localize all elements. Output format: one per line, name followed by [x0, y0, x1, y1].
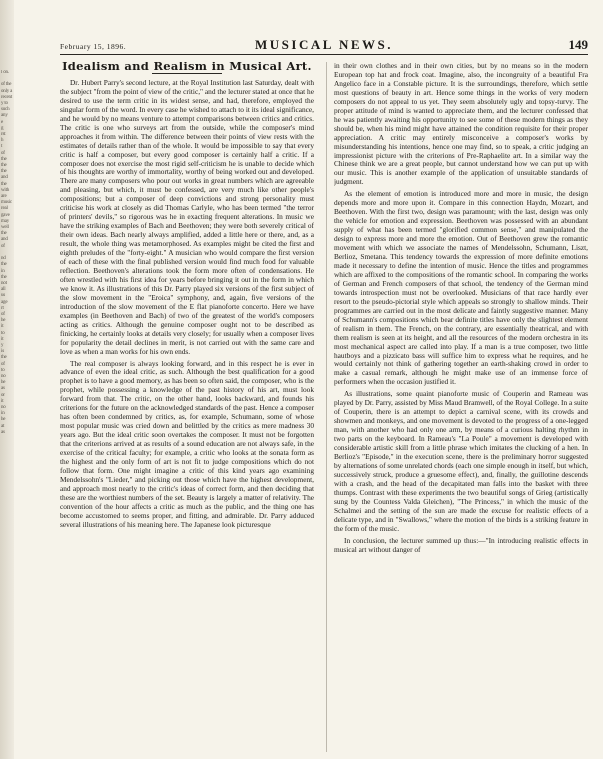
binding-gutter — [0, 0, 14, 759]
left-paragraph-2: The real composer is always looking forward, and in this respect he is ever in advance of even the ideal critic, as such. Although the best qualification for a good prophet is to have a good memory, as has been so often said, the composer, who is the prophet, while possessing a knowledge of the past history of his art, must look forward from that. The critic, on the other hand, looks backward, and founds his criterions for the future on the acknowledged standards of the past. Hence a composer has often been condemned by critics, as, for example, Schumann, some of whose most popular music was cried down and belittled by the critics as mere madness 30 years ago. But the ideal critic soon overtakes the composer. It must not be forgotten that the criterions arrived at as results of a sound education are not always safe, in the exercise of the critical faculty; for example, a critic who looks at the sonata form as the highest and the only form of art is not fit to judge compositions which do not follow that form. One might imagine a critic of this kind years ago examining Mendelssohn's "Lieder," and picking out those which have the highest development, and approach most nearly to the critic's ideas of correct form, and then deciding that these are the worthiest numbers of the set. Beauty is largely a matter of relativity. The convention of the hour affects a critic as much as the public, and the thing one has become accustomed to seems proper, and fitting, and admirable. Dr. Parry adduced several illustrations of his meaning here. The Japanese look picturesque — [60, 358, 314, 529]
article-title: Idealism and Realism in Musical Art. — [62, 62, 312, 73]
issue-date: February 15, 1896. — [60, 42, 127, 51]
page-header — [60, 36, 588, 55]
page-number: 149 — [568, 37, 588, 52]
right-paragraph-2: As the element of emotion is introduced more and more in music, the design depends more and more upon it. Compare in this connection Haydn, Mozart, and Beethoven. With the first two, design was paramount; with the last, design was only the vehicle for emotion and expression. Beethoven was possessed with an abundant supply of what has been termed "glorified common sense," and manipulated the design to express more and more the emotion. Out of Beethoven grew the romantic movement with which we associate the names of Mendelssohn, Schumann, Liszt, Berlioz, Smetana. This tendency towards the expression of more definite emotions made it necessary to define the intention of music. Hence the titles and programmes which are affixed to the compositions of the romantic school. In comparing the works of German and French composers of that school, the tendency of the German mind towards introspection must not be overlooked. Musicians of that race hardly ever resort to the pseudo-pictorial style which appeals so strongly to shallow minds. Their programmes are carried out in the most delicate and faintly suggestive manner. Many of Schumann's compositions which bear definite titles have only the slightest element of realism in them. The French, on the contrary, are essentially theatrical, and with them realism is seen at its height, and all the resources of the modern orchestra in its most mechanical aspect are called into play. If a man is a true composer, two little hautboys and a pizzicato bass will suffice him to express what he requires, and he would certainly not think of gathering together an earth-shaking crowd in order to make a casual remark, although he might make use of an immense force of performers when the occasion justified it. — [334, 189, 588, 387]
masthead-title: MUSICAL NEWS. — [255, 37, 393, 52]
right-column — [334, 62, 588, 752]
right-paragraph-4: In conclusion, the lecturer summed up thus:—"In introducing realistic effects in musical art without danger of — [334, 535, 588, 554]
left-column — [60, 62, 314, 752]
column-divider — [326, 62, 327, 752]
left-paragraph-1: Dr. Hubert Parry's second lecture, at the Royal Institution last Saturday, dealt with the subject "from the point of view of the critic," and the lecturer stated at once that he desired to use the term critic in its widest sense, and had, therefore, employed the singular form of the word. In every case he wished to attach to it its ideal significance, and he would by no means venture to attempt comparisons between critics and critics. The critic is one who surveys art from the outside, while the composer's mind approaches it from within. The difference between their points of view rests with the estimates of details rather than of the whole. It would be impossible to say that every critic is half a composer, but every good composer is certainly half a critic. If a composer does not exercise the most rigid self-criticism he is unable to decide which of his thoughts are worthy of immortality, worthy of being worked out and developed. There are many composers who pour out works in great numbers which are agreeable and pleasing, but which, it must be confessed, are very much like other people's compositions; but a composer of deep convictions and strong personality must criticise his work at closely as did Thomas Carlyle, who has been termed "the terror of printers' devils," so rigorous was he in exacting frequent alterations. In music we have the striking examples of Bach and Beethoven; they were both severely critical of their own ideas. Bach nearly always amplified, added a little here or there, and, as a result, the whole thing was metamorphosed. As examples might be cited the first and eighth preludes of the "forty-eight." A musician who would compare the first version of each of these with the final published version would find much food for valuable reflection. Beethoven's alterations took the form more often of condensations. He often wrestled with his first idea for years before bringing it out in the form in which we know it. As illustrations of this Dr. Parry played six versions of the first subject of the slow movement in the "Eroica" symphony, and, again, five versions of the introduction of the slow movement of the E flat pianoforte concerto. Here we have examples (in Beethoven and Bach) of two of the greatest of the world's composers acting as critics. Although the genuine composer ought not to be described as finicking, he certainly looks at details very closely; for usually when a composer lives for popularity the detail declines in merit, is not carried out with the same care and love as when a man works for his own ends. — [60, 77, 314, 356]
title-divider — [152, 73, 222, 74]
gutter-text-fragments: l on. of the only a recent y to such any e g rst h t of the the the and the with are music real gave may well the and of nd the in the not all us age rt of he it to it y is the of to no he as or it no in he at as — [1, 70, 13, 435]
right-paragraph-1: in their own clothes and in their own cities, but by no means so in the modern European top hat and frock coat. Imagine, also, the incongruity of a beautiful Fra Angelico face in a Constable picture. It is the surroundings, therefore, which settle most questions of beauty in art. Hence some things in the works of very modern composers do not appeal to us yet. They seem absolutely ugly and topsy-turvy. The proper attitude of mind is wanted to appreciate them, and the lecturer confessed that he was patiently awaiting his opportunity to see some of these modern things as they should be, when his mind might have attained the condition requisite for their proper appreciation. A critic may entirely misconceive a composer's works by misunderstanding his intentions, hence one may find, so to speak, a critic judging an impressionist picture with the criterions of Pre-Raphaelite art. In a similar way the Chinese think we are a great people, but cannot understand how we can put up with our music. This is another example of the application of unsuitable standards of judgment. — [334, 62, 588, 187]
right-paragraph-3: As illustrations, some quaint pianoforte music of Couperin and Rameau was played by Dr. Parry, assisted by Miss Maud Bramwell, of the Royal College. In a suite of Couperin, there is an attempt to depict a carnival scene, with its crowds and showmen and monkeys, and one movement is devoted to the progress of a one-legged man, with another who had only one arm, by means of a curious halting rhythm in two parts on the keyboard. In Rameau's "La Poule" a movement is developed with considerable artistic skill from a little phrase which imitates the clucking of a hen. In Berlioz's "Episode," in the execution scene, there is the preliminary horror suggested by alternations of some unrelated chords (each one simple enough in itself, but which, successively struck, produce a gruesome effect), and, finally, the guillotine descends with a crash, and the head of the decapitated man falls into the basket with three thumps. Contrast with these experiments the two beautiful songs of Grieg (artistically sung by the Countess Valda Gleichen), "The Princess," in which the music of the Schalmei and the setting of the sun are made the excuse for realistic effects of a delicate type, and in "Swallows," where the motion of the birds is a striking feature in the form of the music. — [334, 389, 588, 533]
